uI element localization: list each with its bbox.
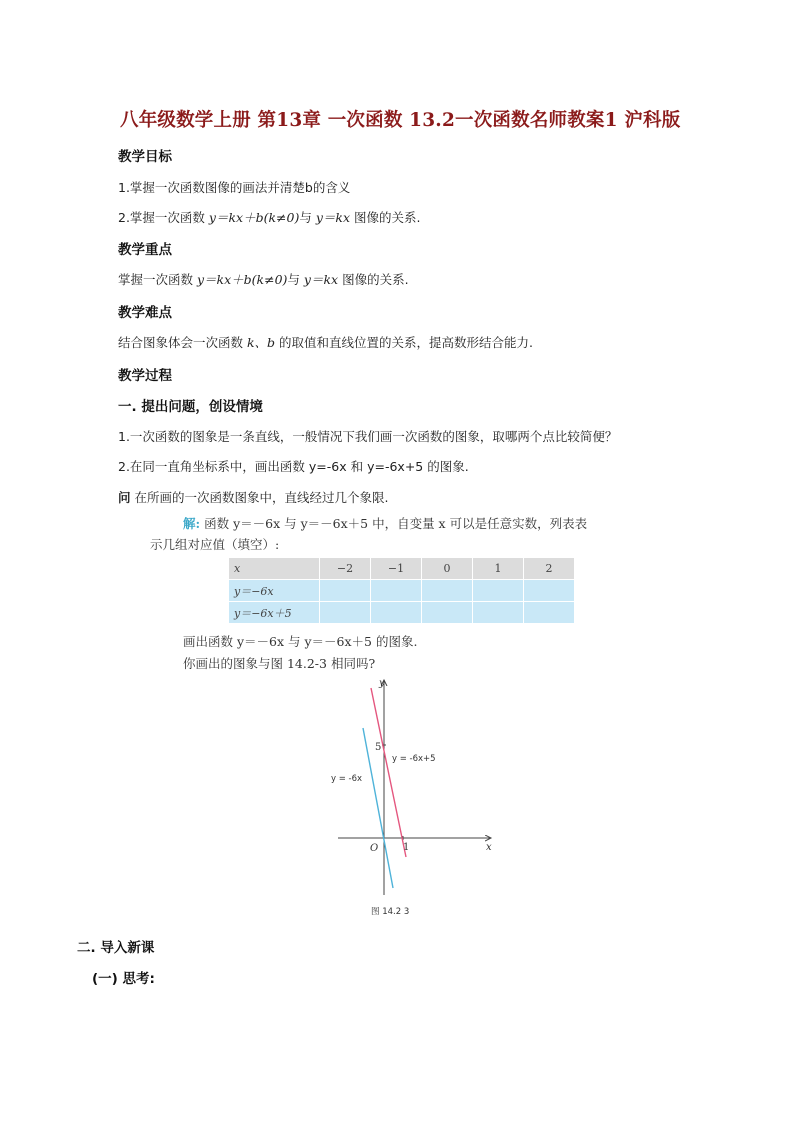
difficulty-text-a: 结合图象体会一次函数 [118,335,247,350]
goal-2-text-b: 与 [299,210,316,225]
key-formula-2: y＝kx [303,272,339,287]
process-heading: 教学过程 [118,368,172,384]
table-header-cell: −1 [371,558,422,580]
part-2-heading: 二. 导入新课 [77,940,155,956]
difficulty-text-b: 的取值和直线位置的关系，提高数形结合能力. [275,335,534,350]
y-axis-label: y [379,678,385,689]
table-row-label: y＝−6x [229,580,320,602]
ask-label: 问 [118,490,131,505]
document-title: 八年级数学上册 第13章 一次函数 13.2一次函数名师教案1 沪科版 [120,110,681,131]
part-1-heading: 一. 提出问题，创设情境 [118,399,263,415]
question-2-text-b: 和 [346,459,368,474]
key-text-b: 与 [287,272,304,287]
difficulty-formula: k、b [246,335,276,350]
table-header-cell: −2 [320,558,371,580]
question-2-formula-2: y=-6x+5 [367,459,424,474]
compare-question: 你画出的图象与图 14.2-3 相同吗? [183,656,376,671]
goal-1: 1.掌握一次函数图像的画法并清楚b的含义 [118,180,351,195]
table-header-cell: 0 [422,558,473,580]
question-1: 1.一次函数的图象是一条直线，一般情况下我们画一次函数的图象，取哪两个点比较简便？ [118,429,618,444]
key-text-a: 掌握一次函数 [118,272,197,287]
goals-heading: 教学目标 [118,149,172,165]
draw-instruction: 画出函数 y＝－6x 与 y＝－6x＋5 的图象. [183,634,418,649]
x-tick-label: 1 [403,842,410,853]
figure-caption: 图 14.2 3 [371,907,410,917]
goal-2-formula-1: y＝kx＋b(k≠0) [208,210,300,225]
y-tick-label: 5 [375,742,382,753]
ask-text: 在所画的一次函数图象中，直线经过几个象限. [130,490,389,505]
goal-2-text-c: 图像的关系. [350,210,421,225]
key-heading: 教学重点 [118,242,172,258]
x-axis-label: x [486,842,492,853]
question-2-text-a: 2.在同一直角坐标系中，画出函数 [118,459,309,474]
difficulty-heading: 教学难点 [118,305,172,321]
think-heading: (一) 思考: [92,971,155,987]
goal-2-formula-2: y＝kx [315,210,351,225]
key-text-c: 图像的关系. [338,272,409,287]
table-header-cell: 2 [524,558,575,580]
solution-line-2: 示几组对应值（填空）: [150,537,280,552]
line-b-label: y = -6x+5 [392,754,436,764]
goal-2-text-a: 2.掌握一次函数 [118,210,209,225]
line-y-neg6x-plus5 [371,688,406,857]
origin-label: O [370,843,379,854]
solution-text-1: 函数 y＝－6x 与 y＝－6x＋5 中，自变量 x 可以是任意实数，列表表 [200,516,588,531]
line-a-label: y = -6x [331,774,363,784]
table-header-cell: 1 [473,558,524,580]
question-2-formula-1: y=-6x [308,459,347,474]
table-row-label: y＝−6x＋5 [229,602,320,624]
table-header-cell: x [229,558,320,580]
key-formula-1: y＝kx＋b(k≠0) [196,272,288,287]
question-2-text-c: 的图象. [423,459,469,474]
solution-label: 解: [183,516,201,531]
